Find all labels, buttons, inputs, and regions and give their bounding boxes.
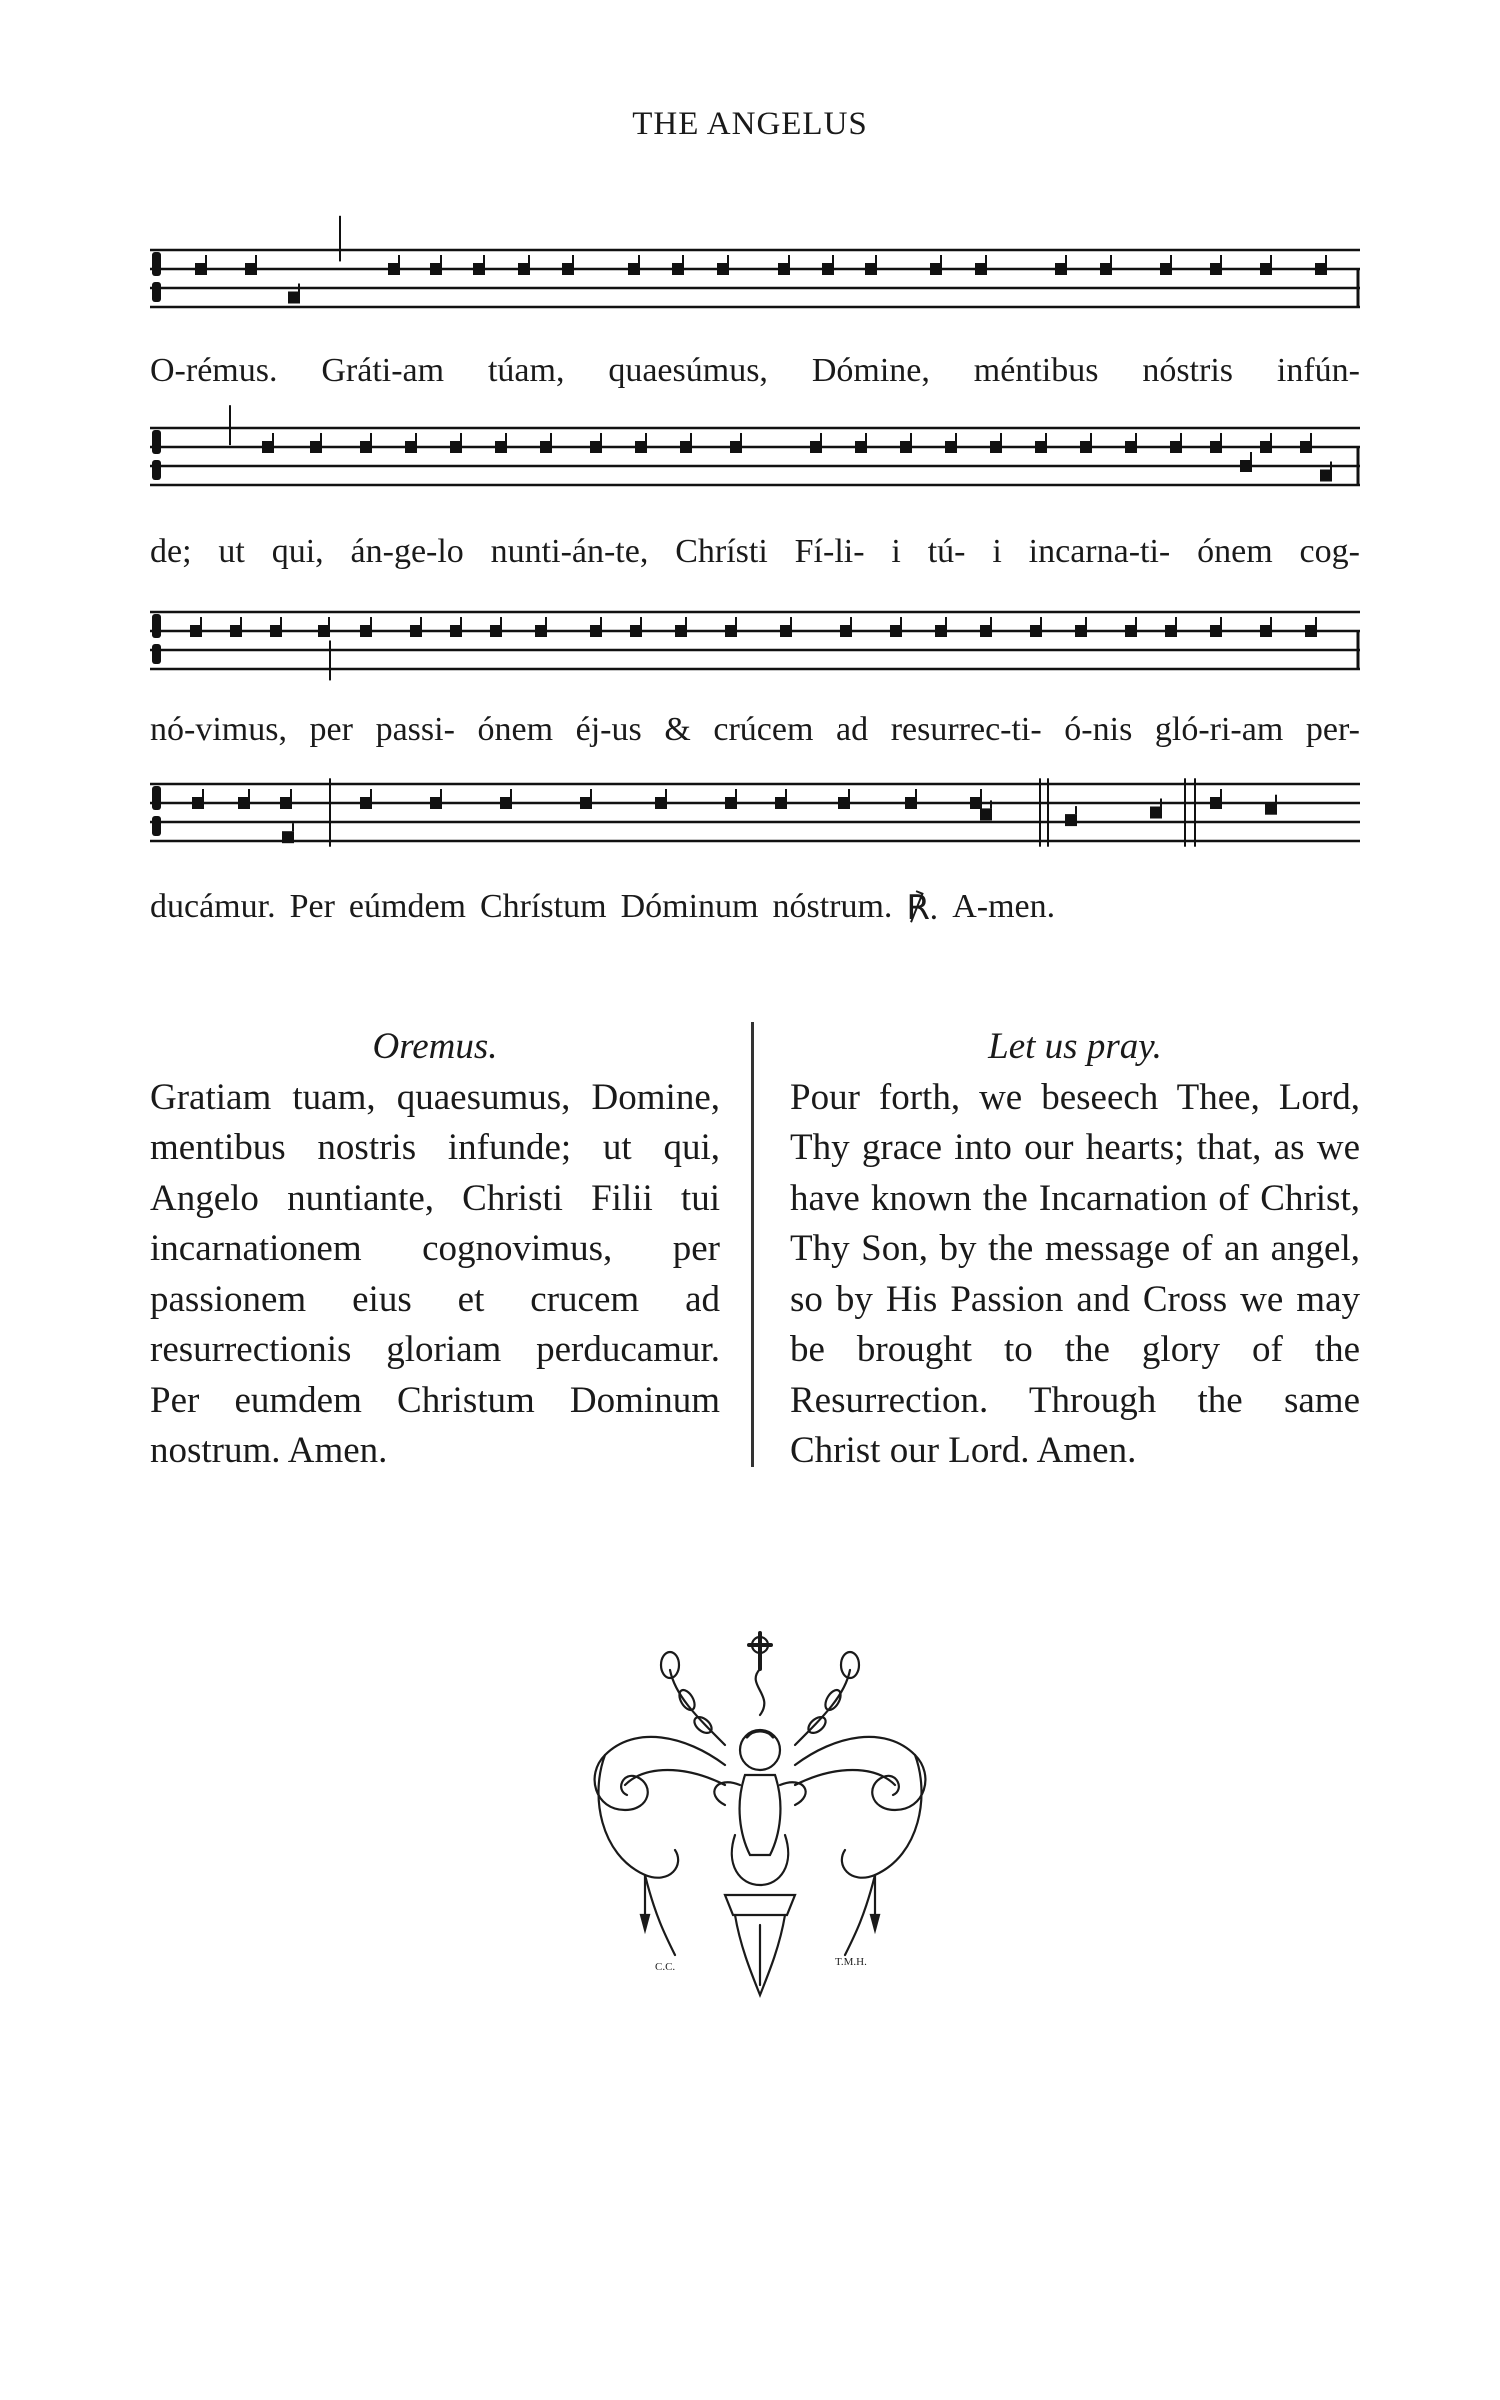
prayer-columns: [150, 1022, 1360, 1472]
neume: [730, 441, 742, 453]
lyric-syllable: i: [891, 533, 901, 570]
neume: [473, 263, 485, 275]
lyric-syllable: i: [992, 533, 1002, 570]
neume: [775, 797, 787, 809]
lyric-syllable: Dóminum: [620, 888, 759, 925]
lyric-syllable: crúcem: [713, 711, 814, 748]
neume: [1210, 797, 1222, 809]
neume: [195, 263, 207, 275]
do-clef: [152, 644, 161, 664]
neume: [680, 441, 692, 453]
lyric-syllable: ℟.: [906, 890, 939, 927]
chant-notation: [150, 0, 1360, 960]
neume: [635, 441, 647, 453]
neume: [1240, 460, 1252, 472]
neume: [430, 263, 442, 275]
do-clef: [152, 460, 161, 480]
lyric-syllable: quaesúmus,: [608, 352, 768, 389]
do-clef: [152, 614, 161, 638]
lyric-line-3: [150, 711, 1360, 749]
ornament-initials-left: C.C.: [655, 1961, 676, 1973]
neume: [1125, 625, 1137, 637]
neume: [930, 263, 942, 275]
neume: [780, 625, 792, 637]
lyric-syllable: éj-us: [575, 711, 642, 748]
neume: [280, 797, 292, 809]
neume: [410, 625, 422, 637]
neume: [935, 625, 947, 637]
neume: [905, 797, 917, 809]
neume: [245, 263, 257, 275]
neume: [1100, 263, 1112, 275]
neume: [590, 625, 602, 637]
lyric-syllable: Per: [289, 888, 335, 925]
neume: [778, 263, 790, 275]
neume: [840, 625, 852, 637]
neume: [230, 625, 242, 637]
lyric-line-1: [150, 352, 1360, 390]
neume: [282, 831, 294, 843]
lyric-syllable: Chrístum: [479, 888, 607, 925]
neume: [725, 625, 737, 637]
ornament-initials-right: T.M.H.: [835, 1956, 867, 1968]
neume: [855, 441, 867, 453]
neume: [1305, 625, 1317, 637]
latin-heading: Oremus.: [372, 1026, 498, 1067]
neume: [655, 797, 667, 809]
lyric-syllable: resurrec-ti-: [890, 711, 1042, 748]
lyric-syllable: de;: [150, 533, 192, 570]
neume: [405, 441, 417, 453]
neume: [975, 263, 987, 275]
neume: [535, 625, 547, 637]
lyric-syllable: Gráti-am: [321, 352, 445, 389]
lyric-syllable: incarna-ti-: [1028, 533, 1171, 570]
neume: [1315, 263, 1327, 275]
running-head-title: THE ANGELUS: [632, 106, 868, 142]
do-clef: [152, 430, 161, 454]
neume: [717, 263, 729, 275]
neume: [672, 263, 684, 275]
neume: [822, 263, 834, 275]
neume: [1260, 263, 1272, 275]
do-clef: [152, 282, 161, 302]
neume: [1150, 807, 1162, 819]
neume: [1260, 625, 1272, 637]
neume: [630, 625, 642, 637]
neume: [1035, 441, 1047, 453]
neume: [270, 625, 282, 637]
lyric-syllable: cog-: [1299, 533, 1360, 570]
neume: [450, 441, 462, 453]
neume: [980, 625, 992, 637]
neume: [450, 625, 462, 637]
neume: [1210, 263, 1222, 275]
lyric-line-4: [150, 888, 1360, 928]
lyric-syllable: passi-: [375, 711, 455, 748]
neume: [1300, 441, 1312, 453]
do-clef: [152, 816, 161, 836]
do-clef: [152, 786, 161, 810]
neume: [945, 441, 957, 453]
lyric-syllable: &: [664, 711, 691, 748]
neume: [500, 797, 512, 809]
lyric-syllable: per-: [1305, 711, 1360, 748]
english-column: [790, 1022, 1360, 1477]
column-divider: [751, 1022, 754, 1467]
neume: [262, 441, 274, 453]
neume: [360, 441, 372, 453]
lyric-syllable: ad: [836, 711, 869, 748]
neume: [980, 808, 992, 820]
neume: [1055, 263, 1067, 275]
lyric-syllable: án-ge-lo: [350, 533, 464, 570]
neume: [1210, 441, 1222, 453]
neume: [1210, 625, 1222, 637]
latin-text: Gratiam tuam, quaesumus, Domine, mentibus nostris infunde; ut qui, Angelo nuntiante, Christi Filii tui incarnationem cognovimus, per passionem eius et crucem ad resurrectionis gloriam perducamur. Per eumdem Christum Dominum nostrum. Amen.: [150, 1076, 720, 1471]
lyric-syllable: ducámur.: [150, 888, 276, 925]
neume: [580, 797, 592, 809]
lyric-syllable: A-men.: [952, 888, 1056, 925]
neume: [430, 797, 442, 809]
neume: [360, 797, 372, 809]
lyric-syllable: O-rémus.: [150, 352, 278, 389]
neume: [990, 441, 1002, 453]
lyric-syllable: per: [309, 711, 353, 748]
neume: [562, 263, 574, 275]
neume: [540, 441, 552, 453]
lyric-syllable: ónem: [477, 711, 554, 748]
neume: [288, 292, 300, 304]
neume: [628, 263, 640, 275]
chant-staves: [150, 0, 1360, 960]
lyric-syllable: tú-: [927, 533, 966, 570]
cherub-ornament-illustration: [575, 1625, 945, 2025]
neume: [1125, 441, 1137, 453]
neume: [890, 625, 902, 637]
neume: [1320, 470, 1332, 482]
neume: [190, 625, 202, 637]
neume: [725, 797, 737, 809]
lyric-syllable: infún-: [1276, 352, 1360, 389]
lyric-syllable: nóstrum.: [772, 888, 893, 925]
lyric-syllable: túam,: [487, 352, 565, 389]
lyric-syllable: ut: [218, 533, 245, 570]
neume: [360, 625, 372, 637]
lyric-syllable: méntibus: [973, 352, 1099, 389]
lyric-syllable: nunti-án-te,: [490, 533, 649, 570]
neume: [810, 441, 822, 453]
neume: [900, 441, 912, 453]
english-heading: Let us pray.: [988, 1026, 1162, 1067]
neume: [1065, 814, 1077, 826]
lyric-syllable: Dómine,: [811, 352, 930, 389]
neume: [1030, 625, 1042, 637]
neume: [1075, 625, 1087, 637]
lyric-syllable: ó-nis: [1064, 711, 1133, 748]
latin-column: [150, 1022, 720, 1477]
do-clef: [152, 252, 161, 276]
neume: [838, 797, 850, 809]
neume: [1260, 441, 1272, 453]
neume: [318, 625, 330, 637]
neume: [1160, 263, 1172, 275]
neume: [310, 441, 322, 453]
lyric-syllable: Chrísti: [675, 533, 768, 570]
neume: [192, 797, 204, 809]
neume: [590, 441, 602, 453]
neume: [518, 263, 530, 275]
neume: [865, 263, 877, 275]
lyric-syllable: gló-ri-am: [1154, 711, 1284, 748]
neume: [1080, 441, 1092, 453]
lyric-syllable: eúmdem: [348, 888, 466, 925]
neume: [675, 625, 687, 637]
neume: [1170, 441, 1182, 453]
neume: [1265, 803, 1277, 815]
neume: [388, 263, 400, 275]
neume: [238, 797, 250, 809]
lyric-syllable: qui,: [271, 533, 324, 570]
lyric-line-2: [150, 533, 1360, 571]
neume: [1165, 625, 1177, 637]
lyric-syllable: nó-vimus,: [150, 711, 287, 748]
neume: [495, 441, 507, 453]
lyric-syllable: Fí-li-: [794, 533, 865, 570]
lyric-syllable: nóstris: [1142, 352, 1234, 389]
neume: [970, 797, 982, 809]
neume: [490, 625, 502, 637]
english-text: Pour forth, we beseech Thee, Lord, Thy grace into our hearts; that, as we have known the Incarnation of Christ, Thy Son, by the message of an angel, so by His Passion and Cross we may be brought to the glory of the Resurrection. Through the same Christ our Lord. Amen.: [790, 1076, 1360, 1471]
lyric-syllable: ónem: [1197, 533, 1273, 570]
